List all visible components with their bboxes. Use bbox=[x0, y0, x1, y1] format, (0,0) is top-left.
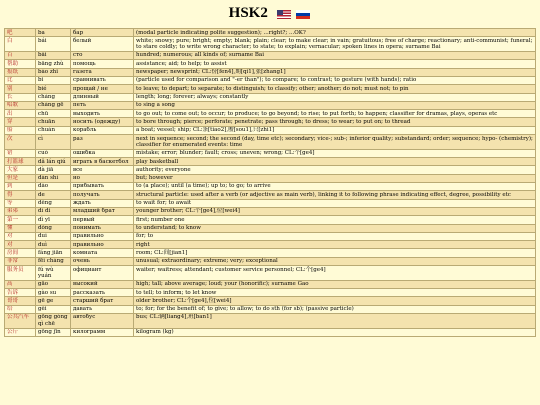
hanzi-cell: 出 bbox=[5, 110, 36, 118]
table-row bbox=[5, 313, 536, 328]
english-cell: kilogram (kg) bbox=[134, 328, 536, 336]
english-cell: to; for; for the benefit of; to give; to allow; to do sth (for sb); (passive particle) bbox=[134, 305, 536, 313]
hanzi-cell: 公斤 bbox=[5, 328, 36, 336]
pinyin-cell: gāo bbox=[36, 280, 71, 288]
hanzi-cell: 白 bbox=[5, 37, 36, 52]
vocabulary-table bbox=[4, 28, 536, 337]
russian-cell: автобус bbox=[71, 313, 134, 328]
english-cell: white; snowy; pure; bright; empty; blank; plain; clear; to make clear; in vain; gratuitous; free of charge; reactionary; anti-communist; funeral; to stare coldly; to write wrong character; to state; to explain; vernacular; spoken lines in opera; surname Bai bbox=[134, 37, 536, 52]
hanzi-cell: 对 bbox=[5, 232, 36, 240]
english-cell: (modal particle indicating polite suggestion); ...right?; ...OK? bbox=[134, 29, 536, 37]
english-cell: a boat; vessel; ship; CL:条[tiao2],艘[sou1],只[zhi1] bbox=[134, 126, 536, 134]
russian-cell: бар bbox=[71, 29, 134, 37]
table-row bbox=[5, 110, 536, 118]
table-row bbox=[5, 149, 536, 157]
english-cell: length; long; forever; always; constantly bbox=[134, 93, 536, 101]
russian-cell: но bbox=[71, 174, 134, 182]
english-cell: to bore through; pierce; perforate; penetrate; pass through; to dress; to wear; to put on; to thread bbox=[134, 118, 536, 126]
english-cell: older brother; CL:个[ge4],位[wei4] bbox=[134, 297, 536, 305]
pinyin-cell: dì di bbox=[36, 207, 71, 215]
hanzi-cell: 打篮球 bbox=[5, 158, 36, 166]
table-row bbox=[5, 257, 536, 265]
pinyin-cell: dǎ lán qiú bbox=[36, 158, 71, 166]
pinyin-cell: cuò bbox=[36, 149, 71, 157]
russian-cell: понимать bbox=[71, 224, 134, 232]
table-row bbox=[5, 118, 536, 126]
pinyin-cell: cháng bbox=[36, 93, 71, 101]
table-row bbox=[5, 29, 536, 37]
hanzi-cell: 高 bbox=[5, 280, 36, 288]
pinyin-cell: fú wù yuán bbox=[36, 266, 71, 281]
table-row bbox=[5, 101, 536, 109]
hanzi-cell: 但是 bbox=[5, 174, 36, 182]
english-cell: bus; CL:辆[liang4],班[ban1] bbox=[134, 313, 536, 328]
hanzi-cell: 错 bbox=[5, 149, 36, 157]
hanzi-cell: 弟弟 bbox=[5, 207, 36, 215]
hanzi-cell: 唱歌 bbox=[5, 101, 36, 109]
table-row bbox=[5, 68, 536, 76]
table-row bbox=[5, 174, 536, 182]
hanzi-cell: 帮助 bbox=[5, 60, 36, 68]
pinyin-cell: chàng gē bbox=[36, 101, 71, 109]
russian-cell: высокий bbox=[71, 280, 134, 288]
russian-cell: ошибка bbox=[71, 149, 134, 157]
hanzi-cell: 告诉 bbox=[5, 289, 36, 297]
russian-cell: белый bbox=[71, 37, 134, 52]
table-row bbox=[5, 328, 536, 336]
hanzi-cell: 穿 bbox=[5, 118, 36, 126]
russian-cell: все bbox=[71, 166, 134, 174]
russian-cell: прощай / не bbox=[71, 85, 134, 93]
table-row bbox=[5, 166, 536, 174]
pinyin-cell: fēi cháng bbox=[36, 257, 71, 265]
english-cell: to understand; to know bbox=[134, 224, 536, 232]
pinyin-cell: dà jiā bbox=[36, 166, 71, 174]
table-row bbox=[5, 37, 536, 52]
pinyin-cell: bào zhǐ bbox=[36, 68, 71, 76]
russian-cell: килограмм bbox=[71, 328, 134, 336]
pinyin-cell: gē ge bbox=[36, 297, 71, 305]
russian-cell: очень bbox=[71, 257, 134, 265]
hanzi-cell: 哥哥 bbox=[5, 297, 36, 305]
hanzi-cell: 等 bbox=[5, 199, 36, 207]
table-row bbox=[5, 126, 536, 134]
pinyin-cell: gōng jīn bbox=[36, 328, 71, 336]
hanzi-cell: 大家 bbox=[5, 166, 36, 174]
hanzi-cell: 非常 bbox=[5, 257, 36, 265]
russian-cell: рассказать bbox=[71, 289, 134, 297]
english-cell: for; to bbox=[134, 232, 536, 240]
russian-cell: помощь bbox=[71, 60, 134, 68]
russian-cell: петь bbox=[71, 101, 134, 109]
english-cell: mistake; error; blunder; fault; cross; uneven; wrong; CL:个[ge4] bbox=[134, 149, 536, 157]
page-title-text: HSK2 bbox=[228, 5, 268, 21]
english-cell: right bbox=[134, 241, 536, 249]
table-row bbox=[5, 216, 536, 224]
pinyin-cell: fáng jiān bbox=[36, 249, 71, 257]
pinyin-cell: gěi bbox=[36, 305, 71, 313]
russian-cell: получать bbox=[71, 191, 134, 199]
english-cell: next in sequence; second; the second (day, time etc); secondary; vice-; sub-; inferior quality; substandard; order; sequence; hypo- (chemistry); classifier for enumerated events: time bbox=[134, 135, 536, 150]
pinyin-cell: chuān bbox=[36, 118, 71, 126]
english-cell: younger brother; CL:个[ge4],位[wei4] bbox=[134, 207, 536, 215]
hanzi-cell: 报纸 bbox=[5, 68, 36, 76]
english-cell: authority; everyone bbox=[134, 166, 536, 174]
english-cell: to leave; to depart; to separate; to distinguish; to classify; other; another; do not; must not; to pin bbox=[134, 85, 536, 93]
table-row bbox=[5, 249, 536, 257]
english-cell: hundred; numerous; all kinds of; surname Bai bbox=[134, 51, 536, 59]
us-flag-icon bbox=[277, 10, 291, 19]
table-row bbox=[5, 135, 536, 150]
russian-cell: правильно bbox=[71, 241, 134, 249]
hanzi-cell: 服务员 bbox=[5, 266, 36, 281]
table-row bbox=[5, 191, 536, 199]
pinyin-cell: gào su bbox=[36, 289, 71, 297]
russian-cell: комната bbox=[71, 249, 134, 257]
english-cell: structural particle: used after a verb (or adjective as main verb), linking it to following phrase indicating effect, degree, possibility etc bbox=[134, 191, 536, 199]
russian-cell: длинный bbox=[71, 93, 134, 101]
russian-cell: раз bbox=[71, 135, 134, 150]
english-cell: waiter; waitress; attendant; customer service personnel; CL:个[ge4] bbox=[134, 266, 536, 281]
english-cell: to (a place); until (a time); up to; to go; to arrive bbox=[134, 182, 536, 190]
pinyin-cell: bái bbox=[36, 37, 71, 52]
english-cell: but; however bbox=[134, 174, 536, 182]
english-cell: to go out; to come out; to occur; to produce; to go beyond; to rise; to put forth; to happen; classifier for dramas, plays, operas etc bbox=[134, 110, 536, 118]
hanzi-cell: 长 bbox=[5, 93, 36, 101]
table-row bbox=[5, 182, 536, 190]
pinyin-cell: děng bbox=[36, 199, 71, 207]
pinyin-cell: dàn shì bbox=[36, 174, 71, 182]
pinyin-cell: de bbox=[36, 191, 71, 199]
table-row bbox=[5, 158, 536, 166]
ru-flag-icon bbox=[296, 10, 310, 19]
table-row bbox=[5, 85, 536, 93]
english-cell: unusual; extraordinary; extreme; very; exceptional bbox=[134, 257, 536, 265]
russian-cell: давать bbox=[71, 305, 134, 313]
hanzi-cell: 公共汽车 bbox=[5, 313, 36, 328]
flag-group bbox=[276, 1, 312, 27]
english-cell: room; CL:间[jian1] bbox=[134, 249, 536, 257]
pinyin-cell: duì bbox=[36, 232, 71, 240]
russian-cell: младший брат bbox=[71, 207, 134, 215]
russian-cell: выходить bbox=[71, 110, 134, 118]
hanzi-cell: 得 bbox=[5, 191, 36, 199]
russian-cell: сравнивать bbox=[71, 76, 134, 84]
english-cell: first; number one bbox=[134, 216, 536, 224]
english-cell: (particle used for comparison and "-er than"); to compare; to contrast; to gesture (with hands); ratio bbox=[134, 76, 536, 84]
hanzi-cell: 到 bbox=[5, 182, 36, 190]
english-cell: to tell; to inform; to let know bbox=[134, 289, 536, 297]
english-cell: to sing a song bbox=[134, 101, 536, 109]
russian-cell: газета bbox=[71, 68, 134, 76]
pinyin-cell: duì bbox=[36, 241, 71, 249]
hanzi-cell: 次 bbox=[5, 135, 36, 150]
table-row bbox=[5, 60, 536, 68]
pinyin-cell: bǎi bbox=[36, 51, 71, 59]
pinyin-cell: cì bbox=[36, 135, 71, 150]
table-row bbox=[5, 305, 536, 313]
table-row bbox=[5, 289, 536, 297]
russian-cell: официант bbox=[71, 266, 134, 281]
hanzi-cell: 给 bbox=[5, 305, 36, 313]
hanzi-cell: 比 bbox=[5, 76, 36, 84]
hanzi-cell: 对 bbox=[5, 241, 36, 249]
table-row bbox=[5, 207, 536, 215]
russian-cell: ждать bbox=[71, 199, 134, 207]
table-row bbox=[5, 51, 536, 59]
hanzi-cell: 第一 bbox=[5, 216, 36, 224]
english-cell: play basketball bbox=[134, 158, 536, 166]
english-cell: high; tall; above average; loud; your (honorific); surname Gao bbox=[134, 280, 536, 288]
english-cell: to wait for; to await bbox=[134, 199, 536, 207]
russian-cell: прибывать bbox=[71, 182, 134, 190]
english-cell: newspaper; newsprint; CL:份[fen4],期[qi1],张[zhang1] bbox=[134, 68, 536, 76]
pinyin-cell: chuán bbox=[36, 126, 71, 134]
pinyin-cell: dǒng bbox=[36, 224, 71, 232]
table-row bbox=[5, 297, 536, 305]
russian-cell: корабль bbox=[71, 126, 134, 134]
vocabulary-table-body bbox=[5, 29, 536, 337]
table-row bbox=[5, 232, 536, 240]
page-title bbox=[0, 0, 540, 22]
russian-cell: старший брат bbox=[71, 297, 134, 305]
table-row bbox=[5, 224, 536, 232]
table-row bbox=[5, 241, 536, 249]
russian-cell: играть в баскетбол bbox=[71, 158, 134, 166]
hanzi-cell: 吧 bbox=[5, 29, 36, 37]
table-row bbox=[5, 199, 536, 207]
hanzi-cell: 别 bbox=[5, 85, 36, 93]
hanzi-cell: 懂 bbox=[5, 224, 36, 232]
russian-cell: правильно bbox=[71, 232, 134, 240]
hanzi-cell: 房间 bbox=[5, 249, 36, 257]
hanzi-cell: 百 bbox=[5, 51, 36, 59]
russian-cell: сто bbox=[71, 51, 134, 59]
pinyin-cell: chū bbox=[36, 110, 71, 118]
pinyin-cell: bǐ bbox=[36, 76, 71, 84]
pinyin-cell: dào bbox=[36, 182, 71, 190]
pinyin-cell: gōng gòng qì chē bbox=[36, 313, 71, 328]
russian-cell: первый bbox=[71, 216, 134, 224]
russian-cell: носить (одежду) bbox=[71, 118, 134, 126]
english-cell: assistance; aid; to help; to assist bbox=[134, 60, 536, 68]
table-row bbox=[5, 93, 536, 101]
pinyin-cell: dì yī bbox=[36, 216, 71, 224]
pinyin-cell: ba bbox=[36, 29, 71, 37]
table-row bbox=[5, 266, 536, 281]
table-row bbox=[5, 76, 536, 84]
pinyin-cell: bié bbox=[36, 85, 71, 93]
pinyin-cell: bāng zhù bbox=[36, 60, 71, 68]
hanzi-cell: 船 bbox=[5, 126, 36, 134]
table-row bbox=[5, 280, 536, 288]
